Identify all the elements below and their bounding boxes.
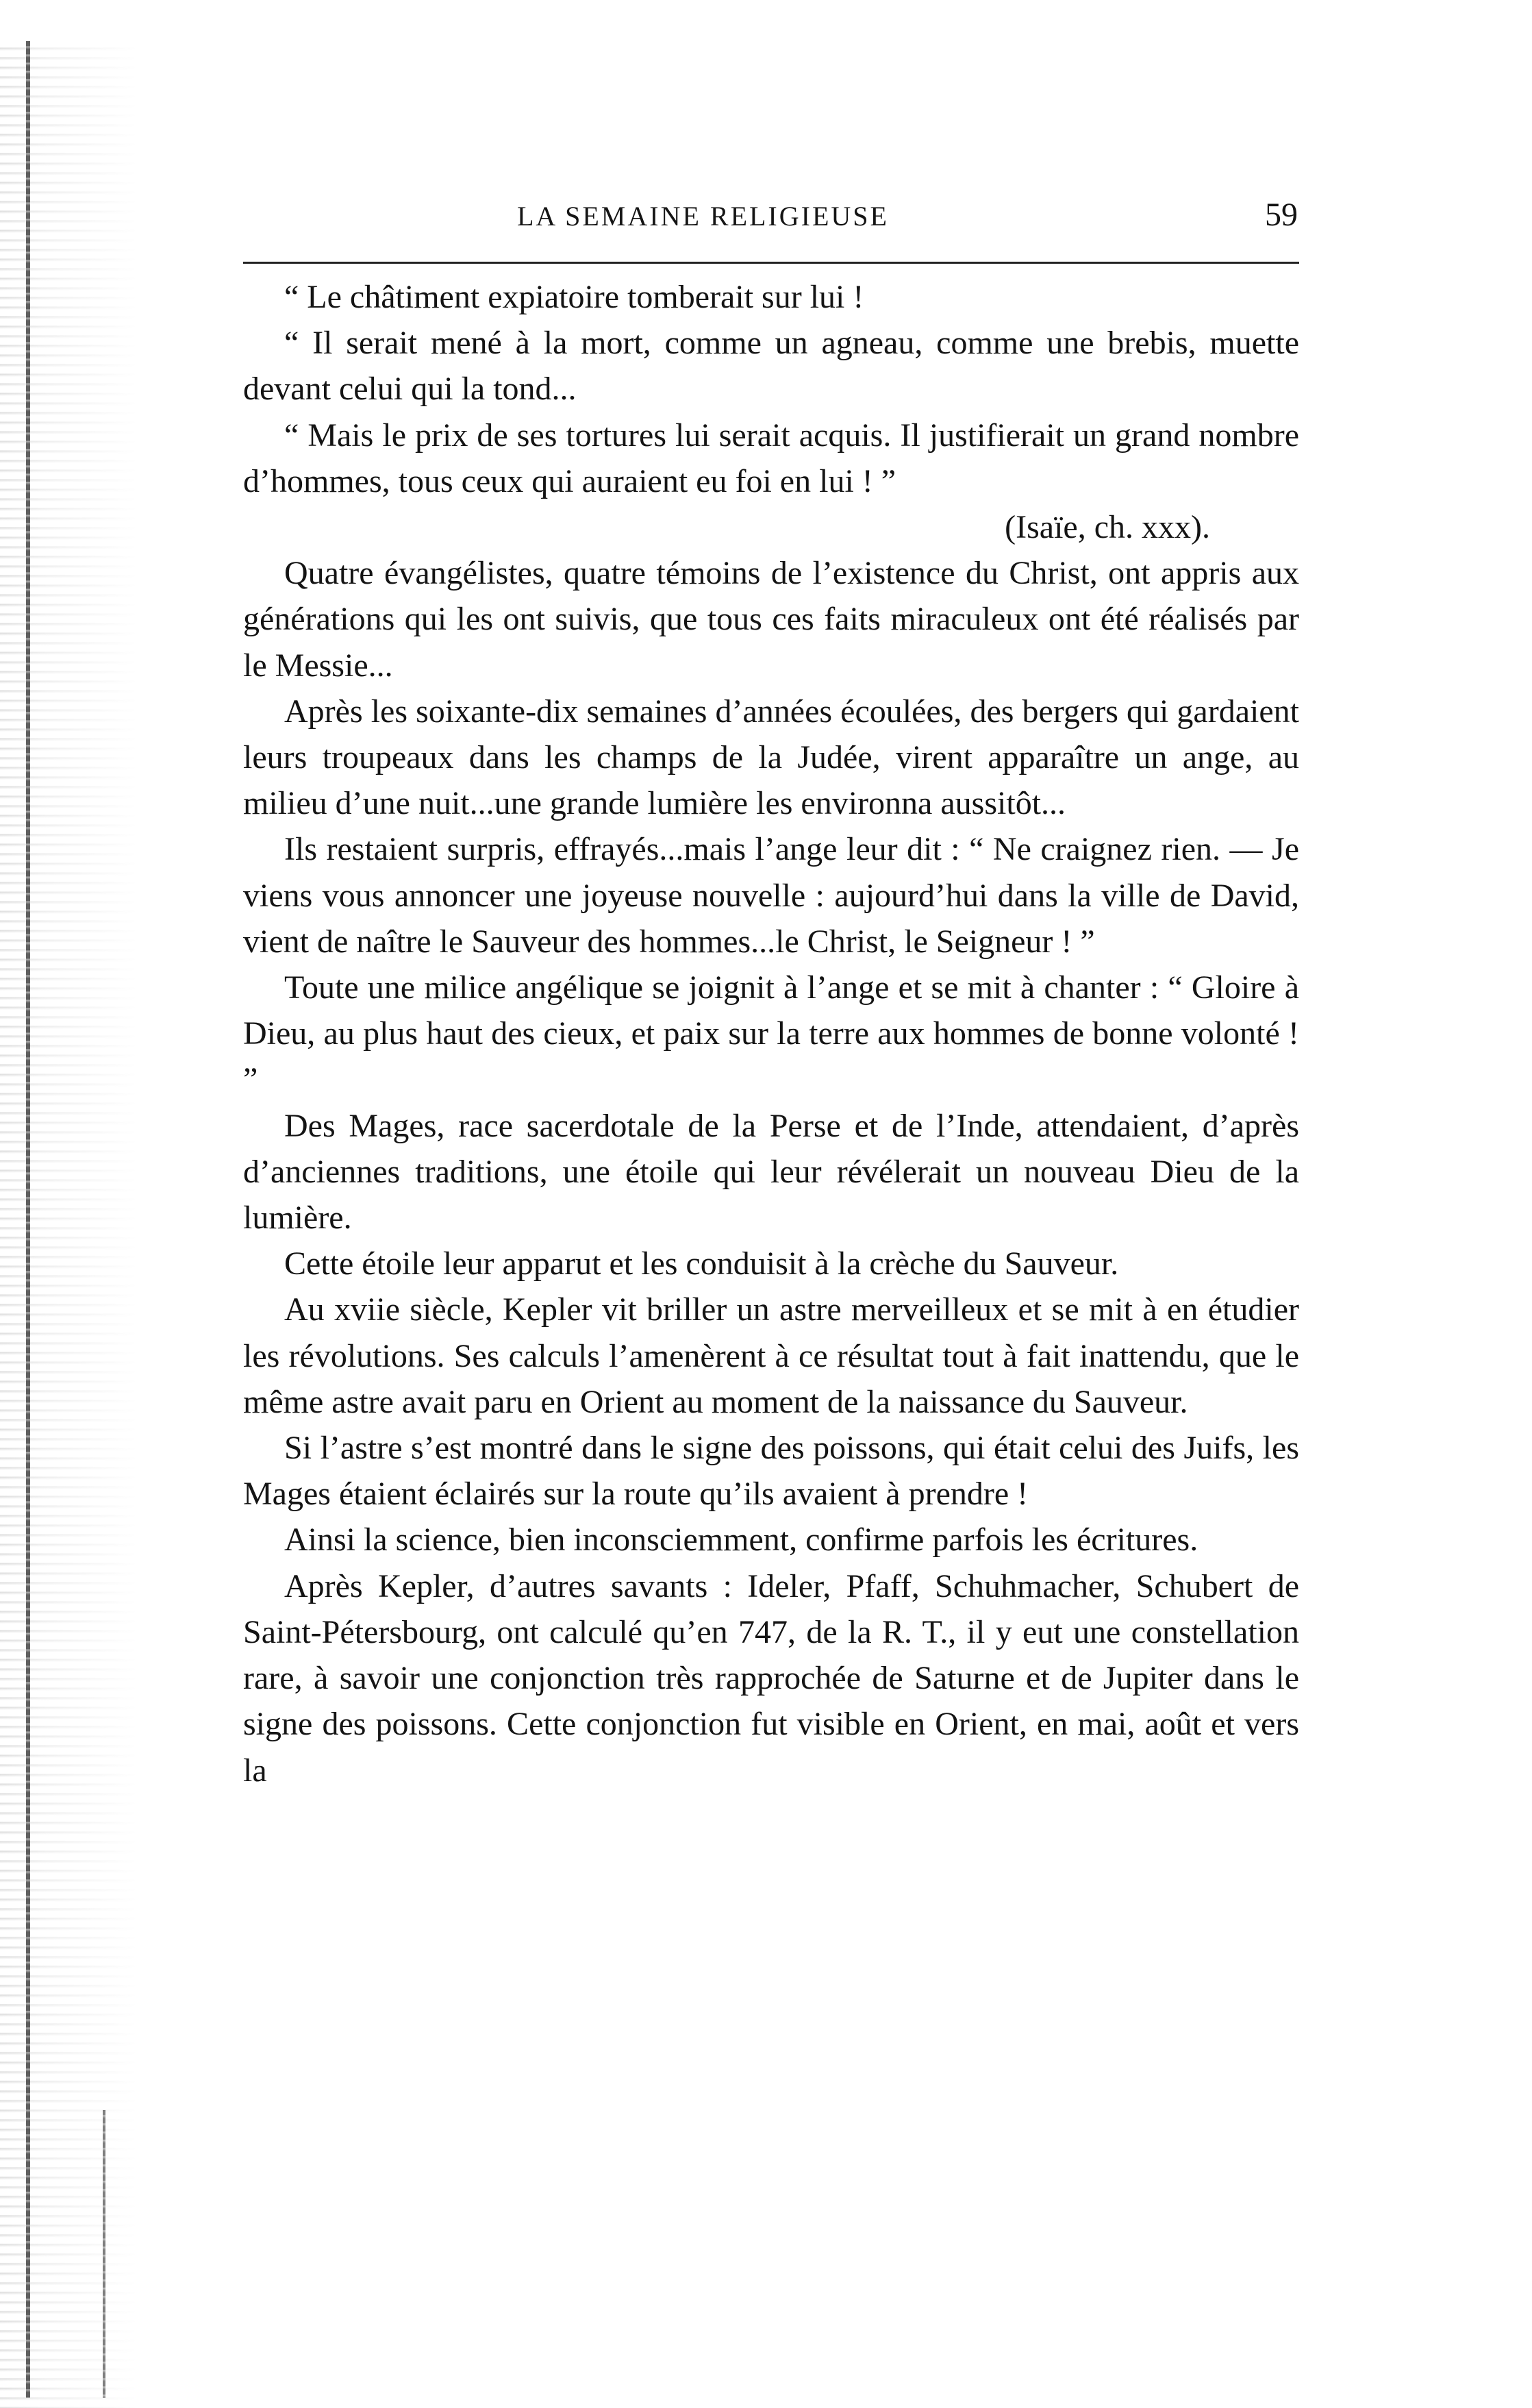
citation: (Isaïe, ch. xxx). <box>1005 509 1210 546</box>
paragraph: Au xviie siècle, Kepler vit briller un astre merveilleux et se mit à en étudier les révolutions. Ses calculs l’amenèrent à ce résultat tout à fait inattendu, que le même astre avait paru en Orient au moment de la naissance du Sauveur. <box>243 1291 1299 1420</box>
page-binding-edge <box>0 41 137 2408</box>
paragraph: Après Kepler, d’autres savants : Ideler, Pfaff, Schuhmacher, Schubert de Saint-Pétersbourg, ont calculé qu’en 747, de la R. T., il y eut une constellation rare, à savoir une conjonction très rapprochée de Saturne et de Jupiter dans le signe des poissons. Cette conjonction fut visible en Orient, en mai, août et vers la <box>243 1567 1299 1789</box>
header-rule <box>243 262 1299 264</box>
paragraph: Toute une milice angélique se joignit à l’ange et se mit à chanter : “ Gloire à Dieu, au plus haut des cieux, et paix sur la terre aux hommes de bonne volonté ! ” <box>243 969 1299 1098</box>
page-header <box>243 197 1298 248</box>
running-title: LA SEMAINE RELIGIEUSE <box>517 201 889 232</box>
paragraph: “ Il serait mené à la mort, comme un agneau, comme une brebis, muette devant celui qui la tond... <box>243 325 1299 408</box>
paragraph: Des Mages, race sacerdotale de la Perse et de l’Inde, attendaient, d’après d’anciennes traditions, une étoile qui leur révélerait un nouveau Dieu de la lumière. <box>243 1107 1299 1237</box>
paragraph: Quatre évangélistes, quatre témoins de l’existence du Christ, ont appris aux générations qui les ont suivis, que tous ces faits miraculeux ont été réalisés par le Messie... <box>243 555 1299 684</box>
binding-shadow-lower <box>103 2110 105 2398</box>
body-text <box>243 274 1299 1793</box>
paragraph: “ Mais le prix de ses tortures lui serait acquis. Il justifierait un grand nombre d’hommes, tous ceux qui auraient eu foi en lui ! ” <box>243 417 1299 499</box>
paragraph: Ils restaient surpris, effrayés...mais l’ange leur dit : “ Ne craignez rien. — Je viens vous annoncer une joyeuse nouvelle : aujourd’hui dans la ville de David, vient de naître le Sauveur des hommes...le Christ, le Seigneur ! ” <box>243 831 1299 960</box>
paragraph: Si l’astre s’est montré dans le signe des poissons, qui était celui des Juifs, les Mages étaient éclairés sur la route qu’ils avaient à prendre ! <box>243 1430 1299 1513</box>
binding-shadow <box>26 41 30 2398</box>
paragraph: Après les soixante-dix semaines d’années écoulées, des bergers qui gardaient leurs troupeaux dans les champs de la Judée, virent apparaître un ange, au milieu d’une nuit...une grande lumière les environna aussitôt... <box>243 693 1299 822</box>
paragraph: Cette étoile leur apparut et les conduisit à la crèche du Sauveur. <box>284 1245 1119 1282</box>
paragraph: “ Le châtiment expiatoire tomberait sur lui ! <box>284 279 864 315</box>
page-number: 59 <box>1265 197 1298 233</box>
paragraph: Ainsi la science, bien inconsciemment, confirme parfois les écritures. <box>284 1522 1198 1559</box>
